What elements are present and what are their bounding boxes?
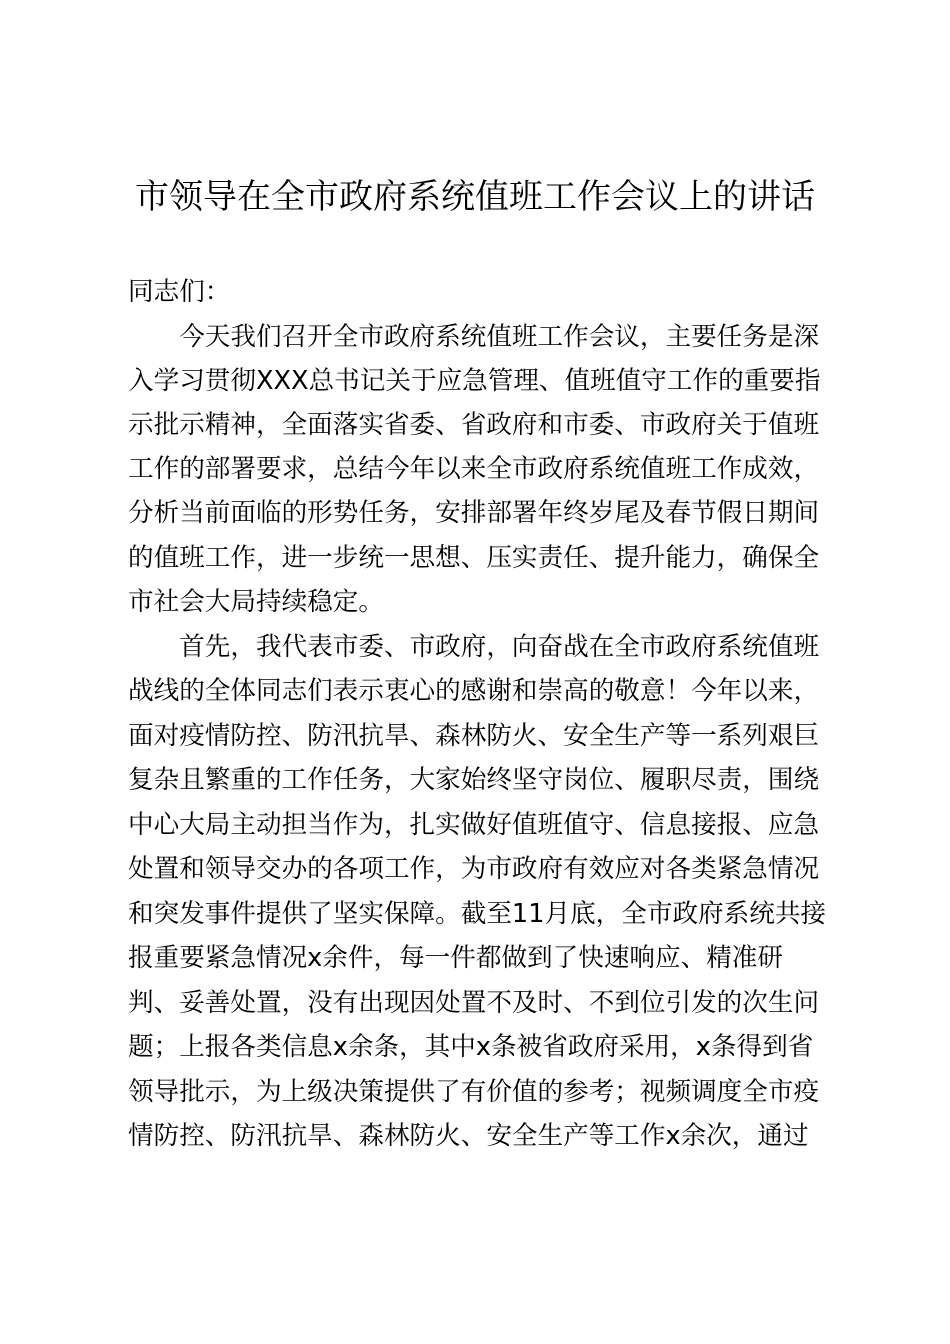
body-line: 今天我们召开全市政府系统值班工作会议，主要任务是深 (128, 322, 820, 352)
body-line: 和突发事件提供了坚实保障。截至11月底，全市政府系统共接 (128, 899, 827, 929)
body-line: 情防控、防汛抗旱、森林防火、安全生产等工作x余次，通过 (128, 1121, 809, 1151)
body-line: 市社会大局持续稳定。 (128, 587, 384, 617)
salutation: 同志们： (128, 277, 231, 307)
body-line: 的值班工作，进一步统一思想、压实责任、提升能力，确保全 (128, 543, 820, 573)
body-line: 分析当前面临的形势任务，安排部署年终岁尾及春节假日期间 (128, 498, 820, 528)
body-line: 处置和领导交办的各项工作，为市政府有效应对各类紧急情况 (128, 854, 820, 884)
body-line: 领导批示，为上级决策提供了有价值的参考；视频调度全市疫 (128, 1077, 820, 1107)
body-line: 首先，我代表市委、市政府，向奋战在全市政府系统值班 (128, 632, 820, 662)
body-line: 示批示精神，全面落实省委、省政府和市委、市政府关于值班 (128, 410, 820, 440)
body-line: 工作的部署要求，总结今年以来全市政府系统值班工作成效， (128, 454, 820, 484)
body-line: 战线的全体同志们表示衷心的感谢和崇高的敬意！今年以来， (128, 676, 820, 706)
body-line: 入学习贯彻XXX总书记关于应急管理、值班值守工作的重要指 (128, 366, 821, 396)
body-line: 面对疫情防控、防汛抗旱、森林防火、安全生产等一系列艰巨 (128, 721, 820, 751)
body-line: 报重要紧急情况x余件，每一件都做到了快速响应、精准研 (128, 943, 783, 973)
body-line: 判、妥善处置，没有出现因处置不及时、不到位引发的次生问 (128, 988, 820, 1018)
body-line: 复杂且繁重的工作任务，大家始终坚守岗位、履职尽责，围绕 (128, 765, 820, 795)
document-title: 市领导在全市政府系统值班工作会议上的讲话 (135, 177, 815, 217)
body-line: 中心大局主动担当作为，扎实做好值班值守、信息接报、应急 (128, 810, 820, 840)
body-line: 题；上报各类信息x余条，其中x条被省政府采用，x条得到省 (128, 1032, 814, 1062)
